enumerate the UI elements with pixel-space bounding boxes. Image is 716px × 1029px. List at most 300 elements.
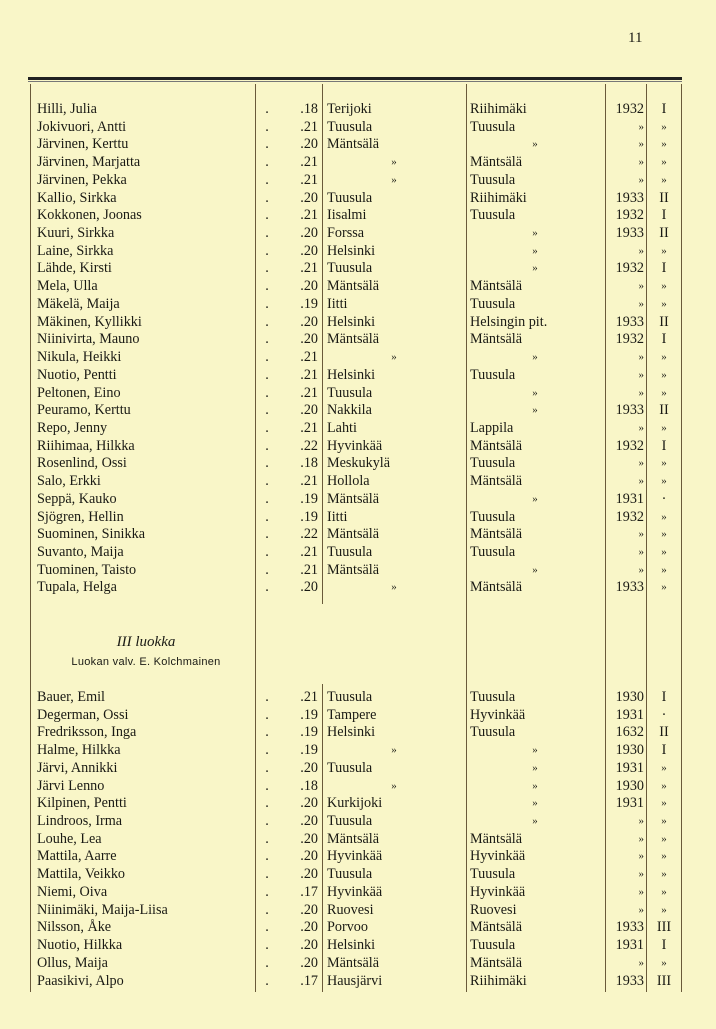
table-row: [0, 172, 716, 190]
dot-leader: .: [265, 689, 269, 705]
name-cell: Hilli, Julia: [37, 101, 97, 117]
grade-cell: »: [661, 815, 667, 828]
home-cell: Mäntsälä: [470, 954, 523, 971]
year-cell: »: [638, 815, 644, 828]
dot-leader: .: [265, 402, 269, 419]
age-cell: .20: [300, 313, 318, 330]
grade-cell: »: [661, 280, 667, 293]
dot-leader: .: [265, 207, 269, 224]
age-cell: .20: [300, 242, 318, 259]
age-cell: .20: [300, 919, 318, 936]
age-cell: .20: [300, 937, 318, 954]
name-cell: Riihimaa, Hilkka: [37, 437, 135, 454]
home-cell: Tuusula: [470, 207, 516, 224]
table-row: [0, 225, 716, 243]
birthplace-cell: Tuusula: [327, 866, 373, 883]
grade-cell: ·: [661, 490, 667, 507]
table-row: [0, 848, 716, 866]
age-cell: .20: [300, 848, 318, 865]
home-cell: Mäntsälä: [470, 919, 523, 936]
grade-cell: I: [661, 689, 667, 705]
home-cell: Tuusula: [470, 455, 516, 472]
year-cell: »: [638, 850, 644, 863]
grade-cell: I: [661, 207, 667, 224]
home-cell: »: [532, 262, 538, 275]
birthplace-cell: Iitti: [327, 508, 348, 525]
birthplace-cell: »: [391, 744, 397, 757]
header-rule-thin: [28, 81, 682, 82]
dot-leader: .: [265, 437, 269, 454]
grade-cell: »: [661, 528, 667, 541]
age-cell: .20: [300, 331, 318, 348]
home-cell: Ruovesi: [470, 901, 517, 918]
birthplace-cell: Lahti: [327, 419, 357, 436]
year-cell: »: [638, 956, 644, 969]
grade-cell: »: [661, 832, 667, 845]
dot-leader: .: [265, 706, 269, 723]
birthplace-cell: Tuusula: [327, 189, 373, 206]
age-cell: .21: [300, 544, 318, 560]
name-cell: Repo, Jenny: [37, 419, 108, 436]
grade-cell: II: [659, 189, 669, 206]
age-cell: .20: [300, 402, 318, 419]
age-cell: .20: [300, 813, 318, 830]
age-cell: .21: [300, 561, 318, 578]
section-subtitle: Luokan valv. E. Kolchmainen: [71, 656, 221, 668]
grade-cell: I: [661, 260, 667, 277]
home-cell: Hyvinkää: [470, 848, 526, 865]
year-cell: 1933: [615, 972, 644, 989]
home-cell: Mäntsälä: [470, 579, 523, 596]
birthplace-cell: Mäntsälä: [327, 278, 380, 295]
dot-leader: .: [265, 136, 269, 153]
table-row: [0, 724, 716, 742]
year-cell: »: [638, 457, 644, 470]
dot-leader: .: [265, 473, 269, 490]
name-cell: Louhe, Lea: [37, 830, 102, 847]
name-cell: Järvi, Annikki: [37, 759, 118, 776]
dot-leader: .: [265, 278, 269, 295]
dot-leader: .: [265, 883, 269, 900]
grade-cell: I: [661, 742, 667, 759]
year-cell: 1932: [615, 207, 644, 224]
dot-leader: .: [265, 759, 269, 776]
name-cell: Mäkelä, Maija: [37, 295, 120, 312]
year-cell: »: [638, 368, 644, 381]
home-cell: »: [532, 761, 538, 774]
dot-leader: .: [265, 154, 269, 171]
birthplace-cell: Hollola: [327, 473, 370, 490]
home-cell: Mäntsälä: [470, 154, 523, 171]
grade-cell: »: [661, 563, 667, 576]
home-cell: Mäntsälä: [470, 473, 523, 490]
grade-cell: II: [659, 724, 669, 741]
name-cell: Suvanto, Maija: [37, 544, 124, 560]
dot-leader: .: [265, 544, 269, 560]
home-cell: Hyvinkää: [470, 883, 526, 900]
year-cell: 1933: [615, 225, 644, 242]
birthplace-cell: »: [391, 779, 397, 792]
birthplace-cell: Iisalmi: [327, 207, 367, 224]
birthplace-cell: Mäntsälä: [327, 331, 380, 348]
home-cell: »: [532, 563, 538, 576]
home-cell: Mäntsälä: [470, 331, 523, 348]
grade-cell: »: [661, 297, 667, 310]
home-cell: Riihimäki: [470, 101, 527, 117]
birthplace-cell: Tampere: [327, 706, 377, 723]
dot-leader: .: [265, 260, 269, 277]
grade-cell: »: [661, 546, 667, 558]
birthplace-cell: »: [391, 351, 397, 364]
birthplace-cell: »: [391, 156, 397, 169]
name-cell: Niemi, Oiva: [37, 883, 108, 900]
grade-cell: »: [661, 138, 667, 151]
age-cell: .21: [300, 419, 318, 436]
year-cell: 1930: [615, 742, 644, 759]
home-cell: Tuusula: [470, 508, 516, 525]
name-cell: Lindroos, Irma: [37, 813, 123, 830]
birthplace-cell: Tuusula: [327, 118, 373, 135]
home-cell: Tuusula: [470, 295, 516, 312]
year-cell: »: [638, 297, 644, 310]
year-cell: »: [638, 280, 644, 293]
year-cell: »: [638, 421, 644, 434]
age-cell: .20: [300, 830, 318, 847]
dot-leader: .: [265, 742, 269, 759]
home-cell: »: [532, 227, 538, 240]
table-row: [0, 919, 716, 937]
year-cell: »: [638, 885, 644, 898]
birthplace-cell: Tuusula: [327, 689, 373, 705]
birthplace-cell: Hyvinkää: [327, 883, 383, 900]
birthplace-cell: Terijoki: [327, 101, 372, 117]
dot-leader: .: [265, 937, 269, 954]
birthplace-cell: Mäntsälä: [327, 954, 380, 971]
year-cell: 1933: [615, 313, 644, 330]
age-cell: .19: [300, 706, 318, 723]
home-cell: Tuusula: [470, 118, 516, 135]
table-row: [0, 509, 716, 527]
dot-leader: .: [265, 724, 269, 741]
table-row: [0, 813, 716, 831]
table-row: [0, 955, 716, 973]
birthplace-cell: Tuusula: [327, 260, 373, 277]
table-row: [0, 579, 716, 597]
age-cell: .20: [300, 579, 318, 596]
header-rule-thick: [28, 77, 682, 80]
age-cell: .18: [300, 455, 318, 472]
birthplace-cell: »: [391, 581, 397, 594]
age-cell: .22: [300, 526, 318, 543]
year-cell: 1931: [615, 795, 644, 812]
home-cell: »: [532, 779, 538, 792]
name-cell: Rosenlind, Ossi: [37, 455, 127, 472]
age-cell: .21: [300, 207, 318, 224]
name-cell: Ollus, Maija: [37, 954, 108, 971]
dot-leader: .: [265, 848, 269, 865]
home-cell: »: [532, 744, 538, 757]
table-row: [0, 331, 716, 349]
home-cell: »: [532, 138, 538, 151]
age-cell: .19: [300, 724, 318, 741]
table-row: [0, 119, 716, 137]
birthplace-cell: Mäntsälä: [327, 561, 380, 578]
name-cell: Laine, Sirkka: [37, 242, 114, 259]
age-cell: .19: [300, 490, 318, 507]
age-cell: .20: [300, 278, 318, 295]
home-cell: Mäntsälä: [470, 830, 523, 847]
dot-leader: .: [265, 225, 269, 242]
table-row: [0, 544, 716, 562]
age-cell: .20: [300, 189, 318, 206]
year-cell: 1933: [615, 919, 644, 936]
grade-cell: »: [661, 903, 667, 916]
year-cell: 1933: [615, 402, 644, 419]
grade-cell: »: [661, 761, 667, 774]
year-cell: »: [638, 173, 644, 186]
name-cell: Mattila, Veikko: [37, 866, 126, 883]
year-cell: 1932: [615, 437, 644, 454]
age-cell: .19: [300, 295, 318, 312]
age-cell: .20: [300, 225, 318, 242]
dot-leader: .: [265, 508, 269, 525]
table-row: [0, 296, 716, 314]
home-cell: Tuusula: [470, 171, 516, 188]
grade-cell: »: [661, 386, 667, 399]
year-cell: 1932: [615, 260, 644, 277]
table-row: [0, 866, 716, 884]
dot-leader: .: [265, 313, 269, 330]
grade-cell: »: [661, 173, 667, 186]
age-cell: .20: [300, 795, 318, 812]
grade-cell: II: [659, 225, 669, 242]
grade-cell: III: [656, 972, 672, 989]
birthplace-cell: Mäntsälä: [327, 526, 380, 543]
birthplace-cell: Hausjärvi: [327, 972, 383, 989]
dot-leader: .: [265, 455, 269, 472]
year-cell: »: [638, 528, 644, 541]
age-cell: .21: [300, 154, 318, 171]
dot-leader: .: [265, 813, 269, 830]
year-cell: 1932: [615, 101, 644, 117]
dot-leader: .: [265, 830, 269, 847]
name-cell: Järvinen, Marjatta: [37, 154, 141, 171]
table-row: [0, 455, 716, 473]
name-cell: Kallio, Sirkka: [37, 189, 117, 206]
table-row: [0, 278, 716, 296]
age-cell: .21: [300, 260, 318, 277]
birthplace-cell: Kurkijoki: [327, 795, 383, 812]
name-cell: Kokkonen, Joonas: [37, 207, 142, 224]
home-cell: Mäntsälä: [470, 278, 523, 295]
name-cell: Nuotio, Pentti: [37, 366, 117, 383]
home-cell: Tuusula: [470, 689, 516, 705]
birthplace-cell: Ruovesi: [327, 901, 374, 918]
dot-leader: .: [265, 954, 269, 971]
year-cell: »: [638, 832, 644, 845]
table-row: [0, 973, 716, 991]
age-cell: .19: [300, 508, 318, 525]
table-row: [0, 260, 716, 278]
home-cell: Mäntsälä: [470, 437, 523, 454]
birthplace-cell: Mäntsälä: [327, 136, 380, 153]
home-cell: Hyvinkää: [470, 706, 526, 723]
table-row: [0, 402, 716, 420]
dot-leader: .: [265, 901, 269, 918]
home-cell: »: [532, 797, 538, 810]
dot-leader: .: [265, 242, 269, 259]
home-cell: »: [532, 386, 538, 399]
age-cell: .21: [300, 689, 318, 705]
age-cell: .21: [300, 349, 318, 366]
home-cell: Riihimäki: [470, 189, 527, 206]
table-row: [0, 562, 716, 580]
name-cell: Fredriksson, Inga: [37, 724, 137, 741]
year-cell: 1932: [615, 331, 644, 348]
table-row: [0, 154, 716, 172]
age-cell: .20: [300, 136, 318, 153]
name-cell: Kilpinen, Pentti: [37, 795, 127, 812]
grade-cell: III: [656, 919, 672, 936]
year-cell: 1931: [615, 706, 644, 723]
birthplace-cell: Mäntsälä: [327, 490, 380, 507]
name-cell: Niinivirta, Mauno: [37, 331, 140, 348]
age-cell: .21: [300, 384, 318, 401]
dot-leader: .: [265, 349, 269, 366]
name-cell: Degerman, Ossi: [37, 706, 129, 723]
year-cell: 1931: [615, 490, 644, 507]
age-cell: .21: [300, 473, 318, 490]
dot-leader: .: [265, 866, 269, 883]
home-cell: Helsingin pit.: [470, 313, 548, 330]
age-cell: .20: [300, 866, 318, 883]
name-cell: Nikula, Heikki: [37, 349, 122, 366]
year-cell: »: [638, 386, 644, 399]
year-cell: 1632: [615, 724, 644, 741]
name-cell: Suominen, Sinikka: [37, 526, 145, 543]
age-cell: .21: [300, 171, 318, 188]
grade-cell: »: [661, 581, 667, 594]
grade-cell: »: [661, 868, 667, 881]
age-cell: .17: [300, 972, 318, 989]
home-cell: Tuusula: [470, 866, 516, 883]
name-cell: Bauer, Emil: [37, 689, 105, 705]
home-cell: »: [532, 351, 538, 364]
table-row: [0, 491, 716, 509]
birthplace-cell: Helsinki: [327, 724, 376, 741]
table-row: [0, 742, 716, 760]
year-cell: »: [638, 546, 644, 558]
grade-cell: »: [661, 156, 667, 169]
table-row: [0, 526, 716, 544]
birthplace-cell: Porvoo: [327, 919, 368, 936]
dot-leader: .: [265, 561, 269, 578]
birthplace-cell: Meskukylä: [327, 455, 391, 472]
grade-cell: »: [661, 368, 667, 381]
grade-cell: I: [661, 437, 667, 454]
grade-cell: I: [661, 937, 667, 954]
birthplace-cell: Helsinki: [327, 937, 376, 954]
table-row: [0, 937, 716, 955]
table-row: [0, 778, 716, 796]
dot-leader: .: [265, 331, 269, 348]
home-cell: »: [532, 404, 538, 417]
birthplace-cell: »: [391, 173, 397, 186]
grade-cell: ·: [661, 706, 667, 723]
dot-leader: .: [265, 171, 269, 188]
dot-leader: .: [265, 579, 269, 596]
home-cell: »: [532, 815, 538, 828]
dot-leader: .: [265, 526, 269, 543]
dot-leader: .: [265, 366, 269, 383]
year-cell: 1931: [615, 937, 644, 954]
age-cell: .20: [300, 901, 318, 918]
name-cell: Tuominen, Taisto: [37, 561, 137, 578]
home-cell: Mäntsälä: [470, 526, 523, 543]
table-row: [0, 884, 716, 902]
name-cell: Peuramo, Kerttu: [37, 402, 131, 419]
name-cell: Järvinen, Kerttu: [37, 136, 129, 153]
age-cell: .18: [300, 777, 318, 794]
dot-leader: .: [265, 795, 269, 812]
table-row: [0, 243, 716, 261]
birthplace-cell: Helsinki: [327, 242, 376, 259]
grade-cell: »: [661, 351, 667, 364]
dot-leader: .: [265, 777, 269, 794]
name-cell: Kuuri, Sirkka: [37, 225, 115, 242]
name-cell: Paasikivi, Alpo: [37, 972, 124, 989]
birthplace-cell: Tuusula: [327, 813, 373, 830]
birthplace-cell: Tuusula: [327, 544, 373, 560]
year-cell: »: [638, 156, 644, 169]
name-cell: Mela, Ulla: [37, 278, 98, 295]
birthplace-cell: Hyvinkää: [327, 437, 383, 454]
age-cell: .22: [300, 437, 318, 454]
grade-cell: II: [659, 402, 669, 419]
table-row: [0, 367, 716, 385]
year-cell: »: [638, 563, 644, 576]
year-cell: 1930: [615, 777, 644, 794]
grade-cell: »: [661, 475, 667, 488]
home-cell: »: [532, 244, 538, 257]
dot-leader: .: [265, 972, 269, 989]
grade-cell: II: [659, 313, 669, 330]
grade-cell: »: [661, 120, 667, 133]
year-cell: 1933: [615, 579, 644, 596]
table-row: [0, 795, 716, 813]
name-cell: Järvinen, Pekka: [37, 171, 127, 188]
table-row: [0, 349, 716, 367]
age-cell: .17: [300, 883, 318, 900]
birthplace-cell: Hyvinkää: [327, 848, 383, 865]
home-cell: Tuusula: [470, 366, 516, 383]
dot-leader: .: [265, 419, 269, 436]
year-cell: »: [638, 351, 644, 364]
name-cell: Jokivuori, Antti: [37, 118, 127, 135]
age-cell: .21: [300, 118, 318, 135]
birthplace-cell: Tuusula: [327, 759, 373, 776]
birthplace-cell: Tuusula: [327, 384, 373, 401]
home-cell: Riihimäki: [470, 972, 527, 989]
home-cell: Tuusula: [470, 937, 516, 954]
grade-cell: »: [661, 797, 667, 810]
name-cell: Mattila, Aarre: [37, 848, 117, 865]
table-row: [0, 385, 716, 403]
home-cell: Tuusula: [470, 544, 516, 560]
table-row: [0, 136, 716, 154]
dot-leader: .: [265, 295, 269, 312]
age-cell: .19: [300, 742, 318, 759]
